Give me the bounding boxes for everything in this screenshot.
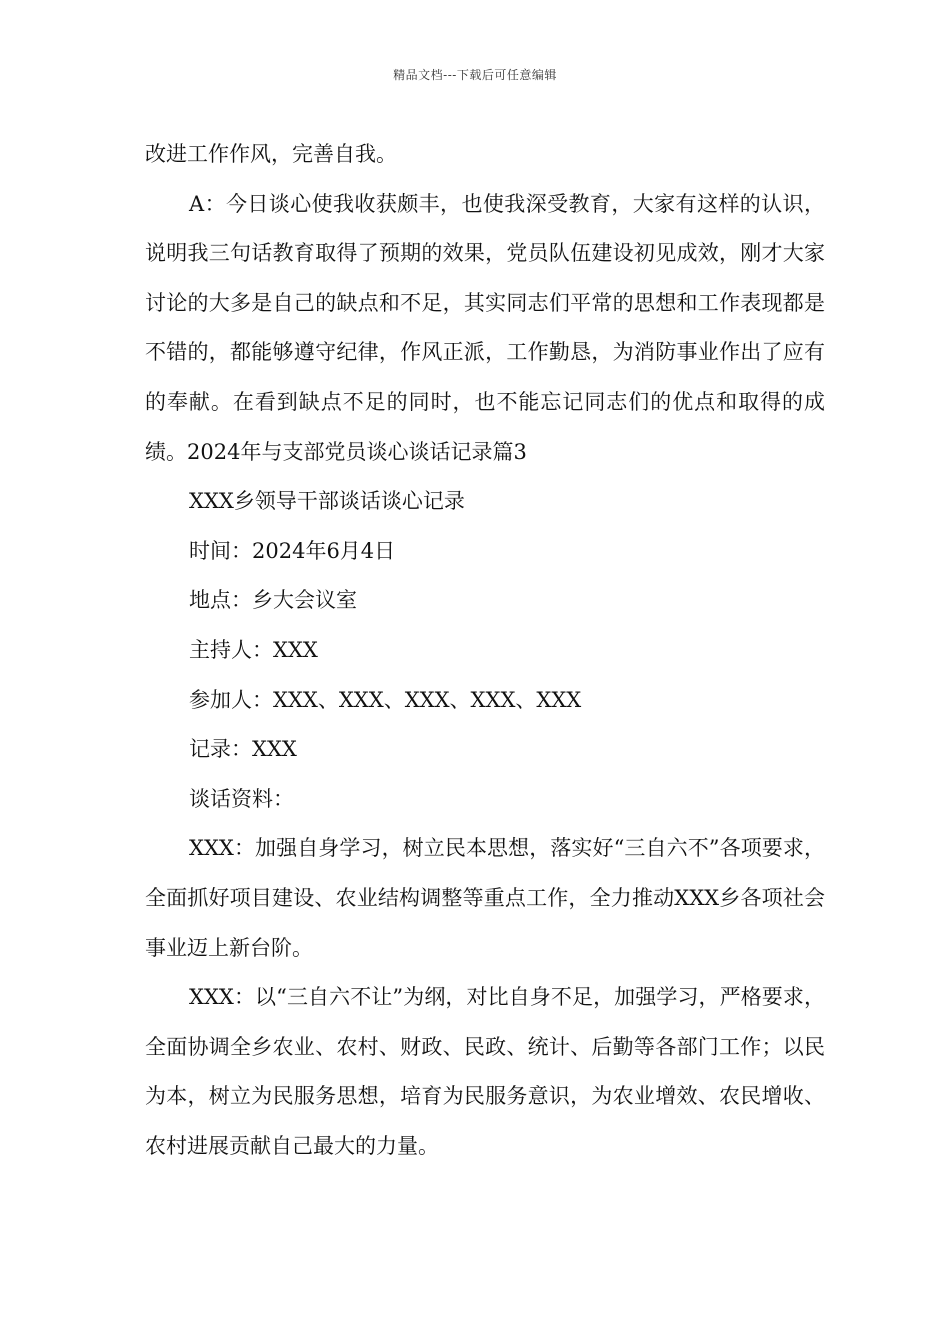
record-host: 主持人：XXX [189, 637, 318, 662]
statement-paragraph: XXX：加强自身学习，树立民本思想，落实好“三自六不”各项要求，全面抓好项目建设、农业结构调整等重点工作，全力推动XXX乡各项社会事业迈上新台阶。 [145, 836, 825, 960]
record-recorder: 记录：XXX [189, 737, 297, 762]
page-header: 精品文档---下载后可任意编辑 [393, 68, 557, 82]
document-body [145, 130, 825, 1171]
record-content-label: 谈话资料： [189, 786, 294, 811]
paragraph-reply-a: A：今日谈心使我收获颇丰，也使我深受教育，大家有这样的认识，说明我三句话教育取得了预期的效果，党员队伍建设初见成效，刚才大家讨论的大多是自己的缺点和不足，其实同志们平常的思想和工作表现都是不错的，都能够遵守纪律，作风正派，工作勤恳，为消防事业作出了应有的奉献。在看到缺点不足的同时，也不能忘记同志们的优点和取得的成绩。2024年与支部党员谈心谈话记录篇3 [145, 191, 825, 464]
record-participants: 参加人：XXX、XXX、XXX、XXX、XXX [189, 687, 582, 712]
record-title: XXX乡领导干部谈话谈心记录 [189, 489, 465, 514]
statement-paragraph: XXX：以“三自六不让”为纲，对比自身不足，加强学习，严格要求，全面协调全乡农业、农村、财政、民政、统计、后勤等各部门工作；以民为本，树立为民服务思想，培育为民服务意识，为农业增效、农民增收、农村进展贡献自己最大的力量。 [145, 985, 825, 1158]
record-location: 地点：乡大会议室 [189, 588, 357, 613]
paragraph-continuation: 改进工作作风，完善自我。 [145, 142, 397, 166]
record-time: 时间：2024年6月4日 [189, 538, 396, 563]
